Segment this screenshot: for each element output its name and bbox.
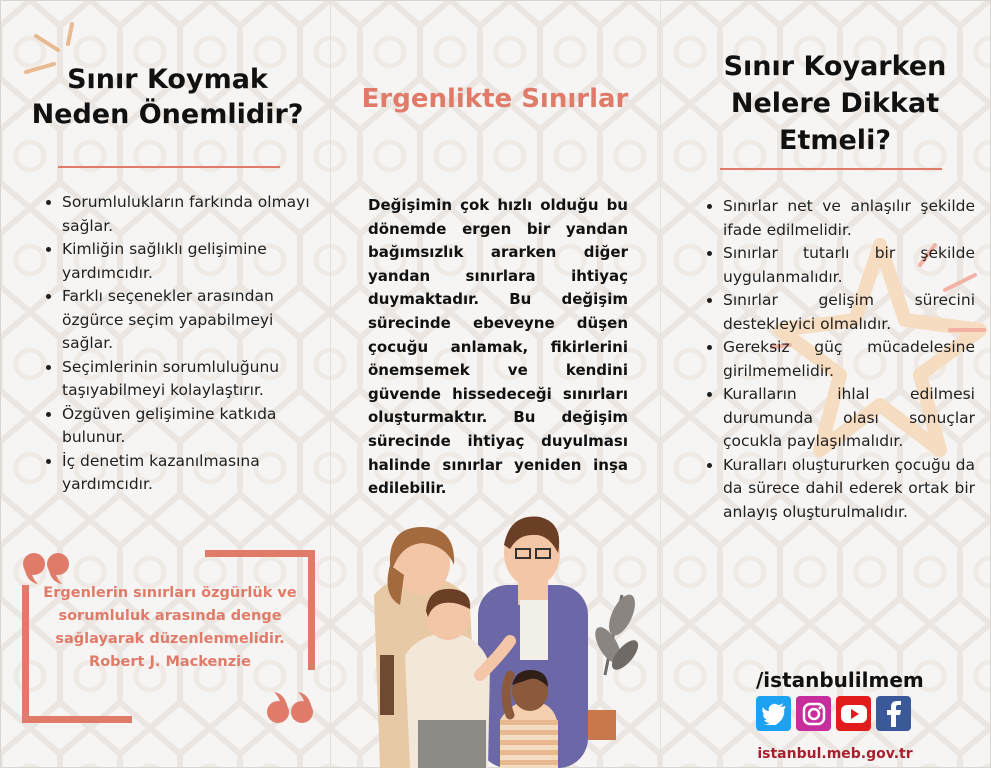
quote-frame bbox=[22, 585, 29, 723]
list-item: • Kuralları oluştururken çocuğu da da sürece dahil ederek ortak bir anlayış oluşturulmalıdır. bbox=[723, 454, 975, 525]
quote-frame bbox=[308, 550, 315, 670]
right-tips-list bbox=[703, 195, 975, 524]
list-item: • Seçimlerinin sorumluluğunu taşıyabilmeyi kolaylaştırır. bbox=[62, 356, 317, 403]
list-item: • İç denetim kazanılmasına yardımcıdır. bbox=[62, 450, 317, 497]
quote-text: Ergenlerin sınırları özgürlük ve sorumluluk arasında denge sağlayarak düzenlenmelidir. bbox=[43, 585, 297, 647]
open-quote-icon bbox=[22, 552, 70, 586]
right-panel-title: Sınır Koyarken Nelere Dikkat Etmeli? bbox=[723, 51, 947, 156]
list-item: • Sorumlulukların farkında olmayı sağlar. bbox=[62, 191, 317, 238]
family-illustration bbox=[360, 505, 650, 768]
left-title-underline bbox=[58, 166, 280, 168]
list-item: • Sınırlar gelişim sürecini destekleyici olmalıdır. bbox=[723, 289, 975, 336]
list-item: • Farklı seçenekler arasından özgürce seçim yapabilmeyi sağlar. bbox=[62, 285, 317, 356]
quote-block bbox=[40, 582, 300, 674]
list-item: • Sınırlar tutarlı bir şekilde uygulanmalıdır. bbox=[723, 242, 975, 289]
instagram-icon[interactable] bbox=[796, 696, 831, 731]
right-title-underline bbox=[720, 168, 942, 170]
middle-paragraph: Değişimin çok hızlı olduğu bu dönemde ergen bir yandan bağımsızlık ararken diğer yandan sınırlara ihtiyaç duymaktadır. Bu değişim sürecinde ebeveyne düşen çocuğu anlamak, fikirlerini önemsemek ve kendini güvende hissedeceği sınırları oluşturmaktır. Bu değişim sürecinde ihtiyaç duyulması halinde sınırlar yeniden inşa edilebilir. bbox=[368, 196, 628, 498]
twitter-icon[interactable] bbox=[756, 696, 791, 731]
youtube-icon[interactable] bbox=[836, 696, 871, 731]
list-item: • Kimliğin sağlıklı gelişimine yardımcıdır. bbox=[62, 238, 317, 285]
panel-divider bbox=[660, 0, 661, 768]
list-item: • Gereksiz güç mücadelesine girilmemelidir. bbox=[723, 336, 975, 383]
list-item: • Sınırlar net ve anlaşılır şekilde ifade edilmelidir. bbox=[723, 195, 975, 242]
social-links bbox=[756, 696, 911, 731]
quote-author: Robert J. Mackenzie bbox=[89, 654, 251, 670]
left-benefits-list bbox=[42, 191, 317, 497]
list-item: • Özgüven gelişimine katkıda bulunur. bbox=[62, 403, 317, 450]
social-handle: /istanbulilmem bbox=[756, 668, 924, 692]
panel-divider bbox=[330, 0, 331, 768]
website-link[interactable]: istanbul.meb.gov.tr bbox=[757, 746, 913, 762]
middle-panel-title: Ergenlikte Sınırlar bbox=[361, 84, 629, 114]
quote-frame bbox=[205, 550, 315, 557]
facebook-icon[interactable] bbox=[876, 696, 911, 731]
close-quote-icon bbox=[266, 690, 314, 724]
left-panel-title: Sınır Koymak Neden Önemlidir? bbox=[31, 64, 304, 130]
quote-frame bbox=[22, 716, 132, 723]
list-item: • Kuralların ihlal edilmesi durumunda olası sonuçlar çocukla paylaşılmalıdır. bbox=[723, 383, 975, 454]
